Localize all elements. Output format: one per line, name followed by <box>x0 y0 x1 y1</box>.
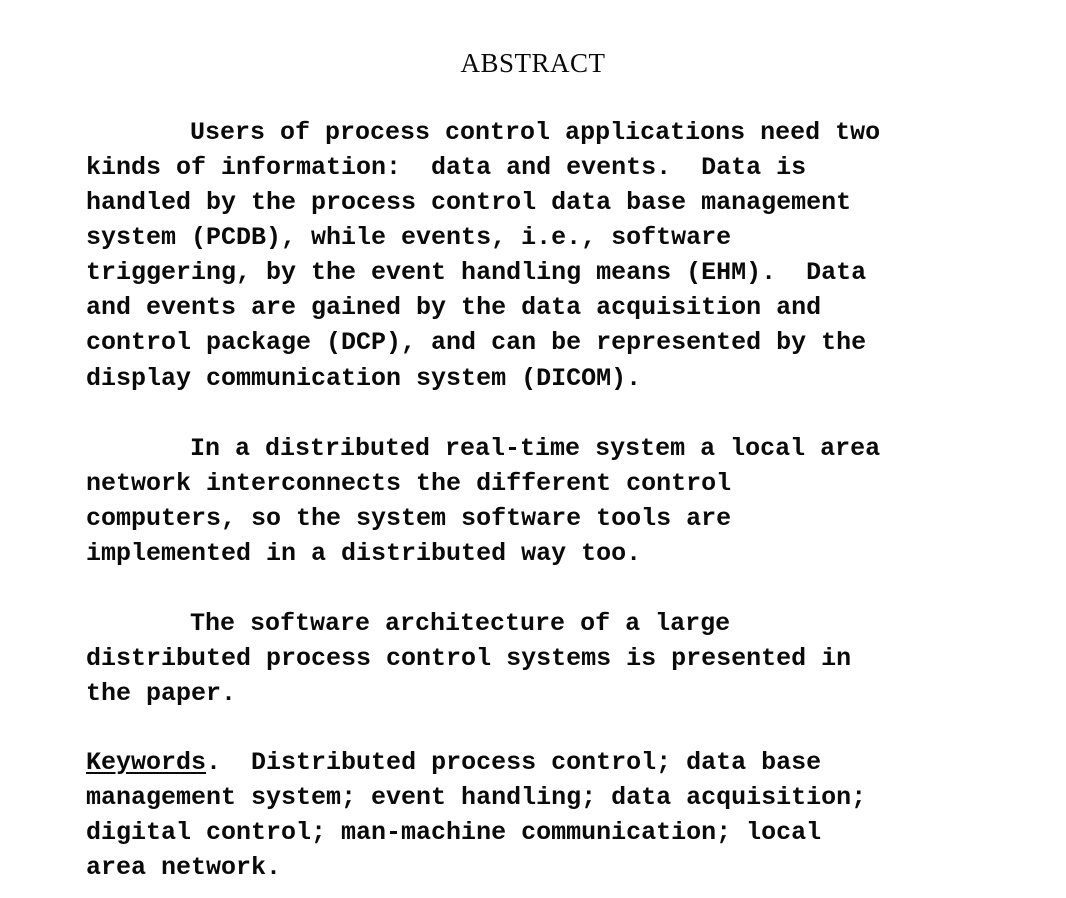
paragraph-2-line-1: In a distributed real-time system a local area <box>190 434 881 463</box>
keywords-line-3: digital control; man-machine communication; local <box>86 818 822 847</box>
paragraph-3-line-2: distributed process control systems is presented in <box>86 644 852 673</box>
paragraph-1-line-7: control package (DCP), and can be represented by the <box>86 328 867 357</box>
paragraph-2-line-3: computers, so the system software tools are <box>86 504 732 533</box>
paragraph-3-line-1: The software architecture of a large <box>190 609 731 638</box>
paragraph-1-line-8: display communication system (DICOM). <box>86 364 642 393</box>
paragraph-2-line-2: network interconnects the different control <box>86 469 732 498</box>
keywords-label: Keywords <box>86 748 207 777</box>
keywords-line-1 <box>86 746 821 780</box>
keywords-line-4: area network. <box>86 853 282 882</box>
paragraph-1-line-6: and events are gained by the data acquisition and <box>86 293 822 322</box>
paragraph-2-line-4: implemented in a distributed way too. <box>86 539 642 568</box>
paragraph-1-line-5: triggering, by the event handling means (EHM). Data <box>86 258 867 287</box>
keywords-line-2: management system; event handling; data acquisition; <box>86 783 867 812</box>
paragraph-1-line-4: system (PCDB), while events, i.e., software <box>86 223 732 252</box>
abstract-title: ABSTRACT <box>460 48 606 78</box>
paragraph-3-line-3: the paper. <box>86 679 237 708</box>
paragraph-1-line-3: handled by the process control data base management <box>86 188 852 217</box>
paragraph-1-line-1: Users of process control applications need two <box>190 118 881 147</box>
paragraph-1-line-2: kinds of information: data and events. Data is <box>86 153 807 182</box>
keywords-first-line: . Distributed process control; data base <box>206 748 822 777</box>
